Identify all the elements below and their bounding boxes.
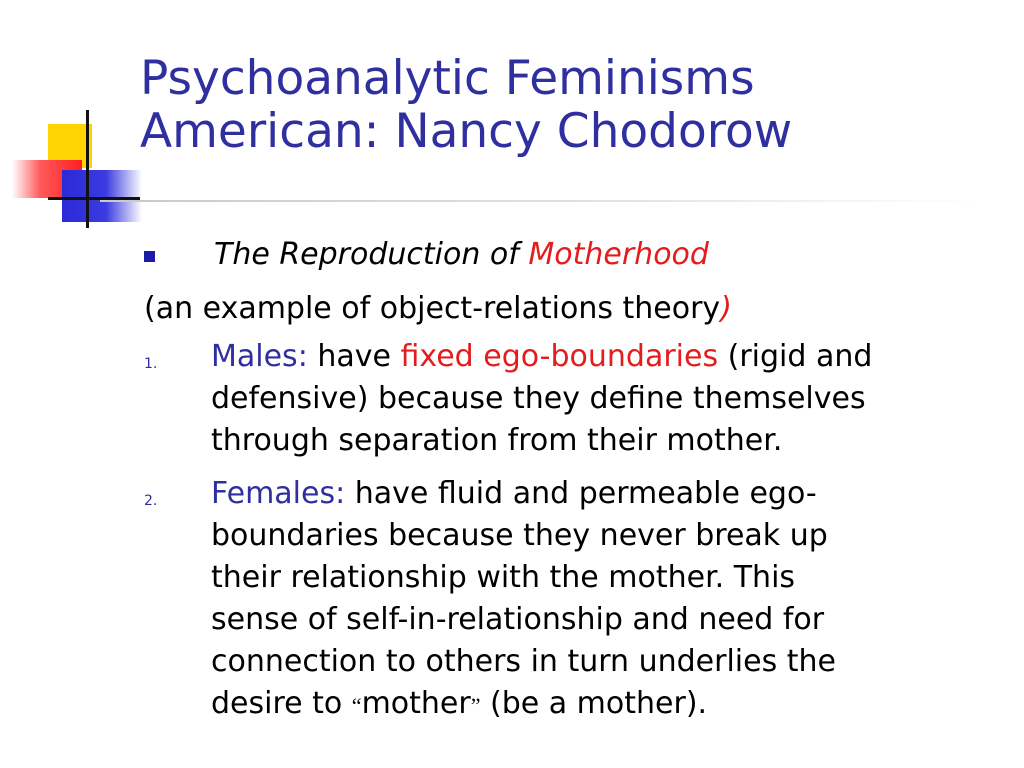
item1-line2: defensive) because they define themselves	[211, 381, 866, 416]
book-title-part1: The Reproduction of	[214, 237, 529, 272]
close-quote: ”	[470, 693, 481, 718]
item1-highlight: fixed ego-boundaries	[400, 339, 719, 374]
item1-line1	[211, 338, 872, 376]
note-close-paren: )	[720, 291, 732, 326]
blue-square	[62, 170, 142, 222]
item2-text-a: desire to	[211, 686, 352, 721]
note-text: (an example of object-relations theory	[144, 291, 721, 326]
open-quote: “	[351, 693, 362, 718]
vertical-line	[86, 110, 89, 228]
item2-text-c: (be a mother).	[480, 686, 708, 721]
item2-line5: connection to others in turn underlies the	[211, 644, 836, 679]
note-line	[144, 290, 732, 328]
item2-line3: their relationship with the mother. This	[211, 560, 796, 595]
decorative-squares-logo	[0, 0, 150, 240]
item2-line1	[211, 475, 817, 513]
slide-title	[140, 52, 1000, 158]
item2-line6	[211, 685, 707, 725]
item1-label: Males:	[211, 339, 308, 374]
item2-line4: sense of self-in-relationship and need for	[211, 602, 825, 637]
book-title-part2: Motherhood	[528, 237, 709, 272]
item2-label: Females:	[211, 476, 346, 511]
bullet-square-icon	[144, 251, 155, 262]
item1-text-c: (rigid and	[718, 339, 873, 374]
list-number-2: 2.	[144, 493, 158, 509]
item1-text-a: have	[307, 339, 401, 374]
list-number-1: 1.	[144, 356, 158, 372]
item2-line2: boundaries because they never break up	[211, 518, 828, 553]
item2-quoted-word: mother	[361, 686, 471, 721]
book-title	[214, 236, 709, 274]
item1-line3: through separation from their mother.	[211, 423, 783, 458]
item2-text-rest: have fluid and permeable ego-	[345, 476, 817, 511]
title-line-2: American: Nancy Chodorow	[140, 104, 793, 159]
title-line-1: Psychoanalytic Feminisms	[140, 51, 755, 106]
title-divider	[100, 200, 980, 202]
